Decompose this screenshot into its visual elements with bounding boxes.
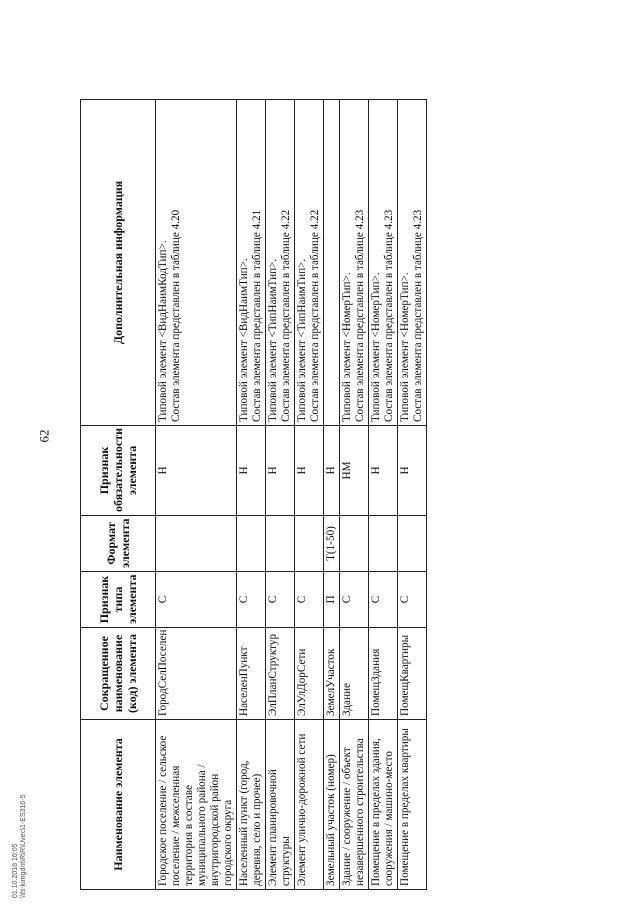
- table-row: [398, 100, 427, 890]
- cell-element-name: Помещение в пределах здания, сооружения / машино-место: [369, 720, 398, 890]
- cell-format: [266, 516, 295, 572]
- cell-type-sign: С: [237, 572, 266, 628]
- cell-short-name: ГородСелПоселен: [156, 628, 237, 720]
- table-row: [156, 100, 237, 890]
- cell-format: [237, 516, 266, 572]
- cell-format: [369, 516, 398, 572]
- cell-type-sign: П: [324, 572, 340, 628]
- footer-path: \\fs-kimgdnt\R\R\Uvec\1-ES316-5: [20, 794, 27, 898]
- cell-required-sign: Н: [156, 426, 237, 516]
- cell-type-sign: С: [369, 572, 398, 628]
- table-row: [237, 100, 266, 890]
- cell-short-name: ЭлПланСтруктур: [266, 628, 295, 720]
- footer-timestamp: 01.10.2018 16:05: [12, 843, 19, 898]
- cell-type-sign: С: [398, 572, 427, 628]
- cell-element-name: Помещение в пределах квартиры: [398, 720, 427, 890]
- cell-short-name: НаселенПункт: [237, 628, 266, 720]
- cell-format: [398, 516, 427, 572]
- header-format: Формат элемента: [81, 516, 156, 572]
- table-row: [340, 100, 369, 890]
- cell-required-sign: Н: [398, 426, 427, 516]
- elements-table: [80, 99, 427, 890]
- cell-additional-info: [324, 100, 340, 426]
- header-type-sign: Признак типа элемента: [81, 572, 156, 628]
- header-additional-info: Дополнительная информация: [81, 100, 156, 426]
- cell-element-name: Населенный пункт (город, деревня, село и прочее): [237, 720, 266, 890]
- table-row: [266, 100, 295, 890]
- table-row: [369, 100, 398, 890]
- header-element-name: Наименование элемента: [81, 720, 156, 890]
- document-footer: [12, 795, 28, 898]
- cell-required-sign: Н: [237, 426, 266, 516]
- cell-element-name: Элемент планировочной структуры: [266, 720, 295, 890]
- cell-required-sign: Н: [369, 426, 398, 516]
- cell-short-name: ПомещКвартиры: [398, 628, 427, 720]
- cell-required-sign: НМ: [340, 426, 369, 516]
- header-short-name: Сокращенное наименование (код) элемента: [81, 628, 156, 720]
- table-row: [324, 100, 340, 890]
- header-required-sign: Признак обязательности элемента: [81, 426, 156, 516]
- cell-additional-info: Типовой элемент <ВидНаимКодТип>. Состав элемента представлен в таблице 4.20: [156, 100, 237, 426]
- cell-element-name: Земельный участок (номер): [324, 720, 340, 890]
- cell-short-name: ЗемелУчасток: [324, 628, 340, 720]
- cell-additional-info: Типовой элемент <НомерТип>. Состав элемента представлен в таблице 4.23: [340, 100, 369, 426]
- cell-short-name: ПомещЗдания: [369, 628, 398, 720]
- cell-type-sign: С: [266, 572, 295, 628]
- cell-format: [295, 516, 324, 572]
- cell-short-name: ЭлУлДорСети: [295, 628, 324, 720]
- cell-required-sign: Н: [324, 426, 340, 516]
- cell-element-name: Городское поселение / сельское поселение / межселенная территория в составе муниципального района / внутригородской район городского округа: [156, 720, 237, 890]
- cell-required-sign: Н: [266, 426, 295, 516]
- cell-type-sign: С: [295, 572, 324, 628]
- cell-element-name: Элемент улично-дорожной сети: [295, 720, 324, 890]
- cell-format: [156, 516, 237, 572]
- cell-additional-info: Типовой элемент <НомерТип>. Состав элемента представлен в таблице 4.23: [398, 100, 427, 426]
- cell-required-sign: Н: [295, 426, 324, 516]
- cell-additional-info: Типовой элемент <ТипНаимТип>. Состав элемента представлен в таблице 4.22: [295, 100, 324, 426]
- page-number: 62: [36, 429, 52, 443]
- cell-type-sign: С: [340, 572, 369, 628]
- cell-short-name: Здание: [340, 628, 369, 720]
- cell-additional-info: Типовой элемент <ВидНаимТип>. Состав элемента представлен в таблице 4.21: [237, 100, 266, 426]
- cell-format: Т(1-50): [324, 516, 340, 572]
- cell-additional-info: Типовой элемент <НомерТип>. Состав элемента представлен в таблице 4.23: [369, 100, 398, 426]
- table-header-row: [81, 100, 156, 890]
- cell-element-name: Здание / сооружение / объект незавершенного строительства: [340, 720, 369, 890]
- cell-additional-info: Типовой элемент <ТипНаимТип>. Состав элемента представлен в таблице 4.22: [266, 100, 295, 426]
- cell-format: [340, 516, 369, 572]
- table-row: [295, 100, 324, 890]
- cell-type-sign: С: [156, 572, 237, 628]
- rotated-page-content: [80, 100, 424, 890]
